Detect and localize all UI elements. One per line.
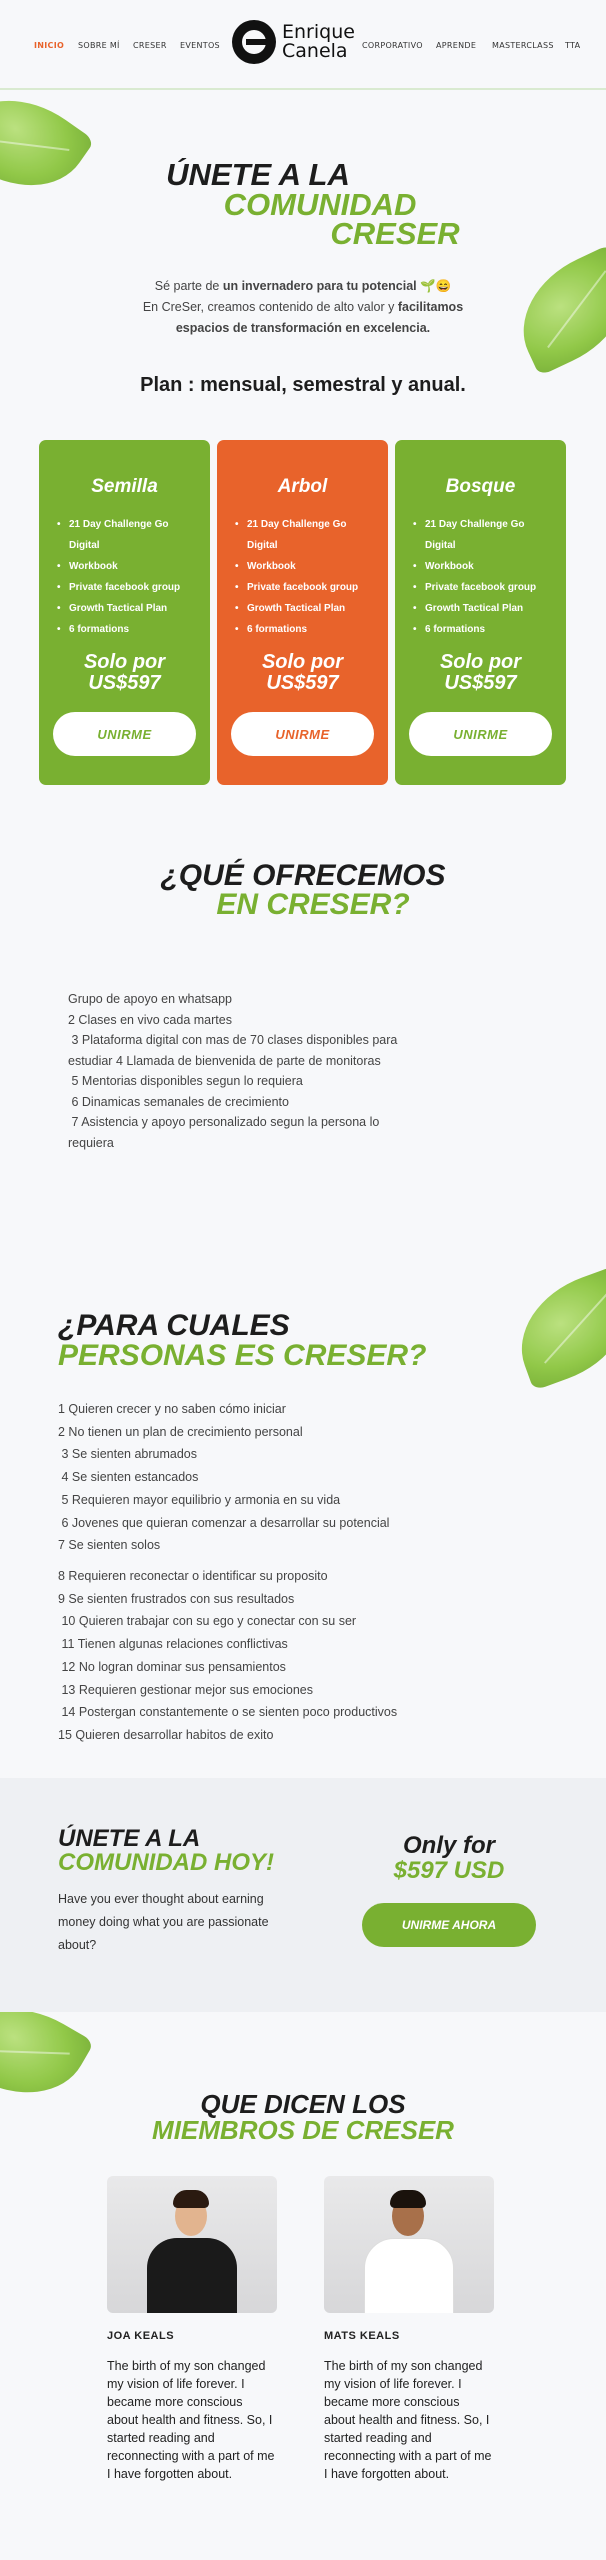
hero-text-part: Sé parte de	[154, 279, 223, 293]
plan-feature: • Growth Tactical Plan	[423, 598, 552, 619]
hero-title-line-1: ÚNETE A LA	[166, 157, 350, 192]
nav-link-corporativo[interactable]: CORPORATIVO	[362, 41, 423, 50]
plan-feature-list	[423, 514, 552, 640]
hero-text-bold: espacios de transformación en excelencia.	[175, 321, 431, 335]
plan-price	[395, 652, 566, 694]
audience-item: 13 Requieren gestionar mejor sus emociones	[58, 1682, 314, 1697]
plan-feature: • Private facebook group	[67, 577, 196, 598]
testimonials-title-line-2: MIEMBROS DE CRESER	[152, 2115, 454, 2145]
nav-link-tta[interactable]: TTA	[565, 41, 581, 50]
hero-description	[0, 276, 606, 339]
join-button[interactable]: UNIRME	[409, 712, 552, 756]
plan-price	[217, 652, 388, 694]
plan-feature: • 6 formations	[423, 619, 552, 640]
nav-link-inicio[interactable]: INICIO	[34, 41, 65, 50]
logo-text	[282, 23, 355, 61]
site-logo[interactable]	[232, 20, 355, 64]
logo-icon	[232, 20, 276, 64]
person-shirt	[364, 2238, 454, 2313]
audience-item: 4 Se sienten estancados	[58, 1470, 199, 1485]
plan-title: Bosque	[445, 476, 516, 497]
person-shirt	[147, 2238, 237, 2313]
audience-title-line-1: ¿PARA CUALES	[58, 1309, 290, 1342]
offer-item: Grupo de apoyo en whatsapp	[68, 992, 233, 1006]
plan-price-value: US$597	[266, 672, 339, 694]
nav-link-creser[interactable]: CRESER	[133, 41, 167, 50]
audience-item: 10 Quieren trabajar con su ego y conectar con su ser	[58, 1614, 357, 1629]
cta-title	[58, 1827, 274, 1875]
top-navigation	[0, 0, 606, 90]
plan-feature: • Private facebook group	[423, 577, 552, 598]
plan-price	[39, 652, 210, 694]
cta-description: Have you ever thought about earning money doing what you are passionate about?	[58, 1892, 269, 1952]
audience-item: 2 No tienen un plan de crecimiento personal	[58, 1424, 303, 1439]
nav-link-aprende[interactable]: APRENDE	[436, 41, 477, 50]
hero-text-part: En CreSer, creamos contenido de alto valor y	[142, 300, 398, 314]
plan-card-arbol	[217, 440, 388, 785]
plan-feature: • Workbook	[423, 556, 552, 577]
testimonial-name: MATS KEALS	[324, 2330, 400, 2342]
plan-price-value: US$597	[444, 672, 517, 694]
plan-feature-list	[67, 514, 196, 640]
testimonial-quote: The birth of my son changed my vision of life forever. I became more conscious about health and fitness. So, I started reading and reconnecting with a part of me I have forgotten about.	[107, 2359, 275, 2481]
offer-item: 5 Mentorias disponibles segun lo requiera	[68, 1074, 303, 1088]
hero-text-bold: facilitamos	[397, 300, 464, 314]
audience-item: 8 Requieren reconectar o identificar su proposito	[58, 1569, 328, 1583]
audience-item: 1 Quieren crecer y no saben cómo iniciar	[58, 1402, 286, 1416]
audience-item: 7 Se sienten solos	[58, 1538, 161, 1553]
cta-title-line-1: ÚNETE A LA	[58, 1825, 201, 1852]
plan-feature: • 6 formations	[67, 619, 196, 640]
offer-item: requiera	[68, 1135, 114, 1150]
offer-item: 2 Clases en vivo cada martes	[68, 1012, 232, 1027]
plan-price-label: Solo por	[439, 651, 522, 673]
cta-price-label: Only for	[402, 1832, 495, 1859]
plan-feature: • 21 Day Challenge Go Digital	[245, 514, 374, 556]
testimonial-quote: The birth of my son changed my vision of life forever. I became more conscious about health and fitness. So, I started reading and reconnecting with a part of me I have forgotten about.	[324, 2359, 492, 2481]
plan-price-value: US$597	[88, 672, 161, 694]
audience-title-line-2: PERSONAS ES CRESER?	[58, 1339, 427, 1372]
plan-feature-list	[245, 514, 374, 640]
join-now-button[interactable]: UNIRME AHORA	[362, 1903, 536, 1947]
plan-title: Arbol	[277, 476, 328, 497]
plan-card-bosque	[395, 440, 566, 785]
plan-card-semilla	[39, 440, 210, 785]
offer-title-line-2: EN CRESER?	[216, 888, 410, 921]
plan-feature: • Workbook	[245, 556, 374, 577]
hero-title-line-3: CRESER	[330, 216, 460, 251]
nav-link-masterclass[interactable]: MASTERCLASS	[492, 41, 554, 50]
plan-feature: • 6 formations	[245, 619, 374, 640]
plan-feature: • 21 Day Challenge Go Digital	[423, 514, 552, 556]
nav-link-eventos[interactable]: EVENTOS	[180, 41, 220, 50]
offer-item: 3 Plataforma digital con mas de 70 clases disponibles para	[68, 1033, 398, 1047]
join-button[interactable]: UNIRME	[231, 712, 374, 756]
plan-feature: • Growth Tactical Plan	[67, 598, 196, 619]
plan-feature: • 21 Day Challenge Go Digital	[67, 514, 196, 556]
cta-price-value: $597 USD	[393, 1857, 505, 1884]
cta-price	[362, 1833, 536, 1883]
plan-price-label: Solo por	[261, 651, 344, 673]
testimonials-title-line-1: QUE DICEN LOS	[200, 2089, 406, 2119]
person-hair	[390, 2190, 426, 2208]
nav-link-sobre-mi[interactable]: SOBRE MÍ	[78, 41, 120, 50]
audience-item: 5 Requieren mayor equilibrio y armonia en su vida	[58, 1492, 341, 1507]
audience-item: 14 Postergan constantemente o se sienten poco productivos	[58, 1705, 398, 1720]
audience-item: 9 Se sienten frustrados con sus resultados	[58, 1591, 295, 1606]
offer-item: estudiar 4 Llamada de bienvenida de parte de monitoras	[68, 1053, 381, 1068]
audience-item: 3 Se sienten abrumados	[58, 1447, 197, 1462]
plan-title: Semilla	[91, 476, 158, 497]
join-button[interactable]: UNIRME	[53, 712, 196, 756]
audience-list	[58, 1565, 528, 1747]
hero-title-line-2: COMUNIDAD	[223, 187, 417, 222]
offer-title-line-1: ¿QUÉ OFRECEMOS	[160, 859, 446, 892]
audience-item: 12 No logran dominar sus pensamientos	[58, 1659, 286, 1674]
audience-list	[58, 1398, 528, 1557]
cta-section	[0, 1778, 606, 2012]
logo-line-1: Enrique	[282, 21, 355, 43]
hero-emoji: 🌱😄	[416, 279, 452, 293]
testimonial-photo	[107, 2176, 277, 2313]
offer-list	[68, 989, 488, 1153]
basil-leaf-image	[503, 1265, 606, 1391]
plan-heading: Plan : mensual, semestral y anual.	[140, 374, 466, 396]
plan-feature: • Workbook	[67, 556, 196, 577]
offer-item: 7 Asistencia y apoyo personalizado segun la persona lo	[68, 1115, 380, 1129]
offer-item: 6 Dinamicas semanales de crecimiento	[68, 1094, 289, 1109]
hero-text-bold: un invernadero para tu potencial	[222, 279, 417, 293]
cta-title-line-2: COMUNIDAD HOY!	[58, 1849, 274, 1876]
audience-item: 15 Quieren desarrollar habitos de exito	[58, 1727, 274, 1742]
person-hair	[173, 2190, 209, 2208]
testimonial-name: JOA KEALS	[107, 2330, 175, 2342]
audience-item: 6 Jovenes que quieran comenzar a desarrollar su potencial	[58, 1515, 390, 1530]
plan-feature: • Growth Tactical Plan	[245, 598, 374, 619]
plan-feature: • Private facebook group	[245, 577, 374, 598]
logo-line-2: Canela	[282, 40, 348, 62]
plan-price-label: Solo por	[83, 651, 166, 673]
audience-item: 11 Tienen algunas relaciones conflictivas	[58, 1637, 288, 1652]
testimonial-photo	[324, 2176, 494, 2313]
